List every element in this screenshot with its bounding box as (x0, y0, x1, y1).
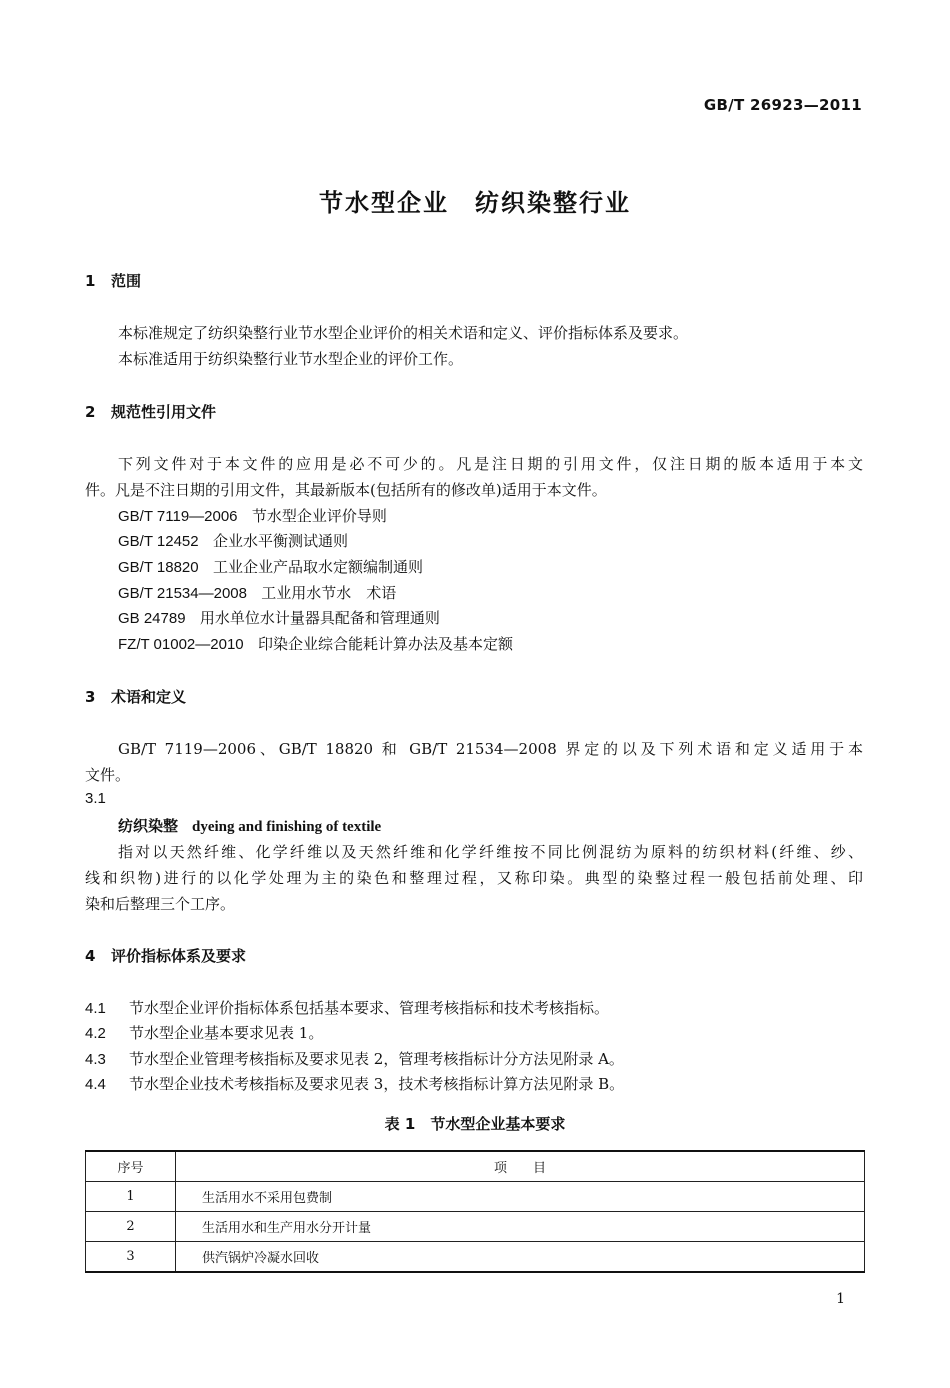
reference-name: 企业水平衡测试通则 (212, 532, 348, 550)
row-item: 供汽锅炉冷凝水回收 (176, 1242, 865, 1273)
section-2-heading (85, 401, 216, 422)
terms-intro-line-2: 文件。 (85, 766, 131, 784)
reference-code: GB 24789 (118, 610, 186, 627)
header-item: 项 目 (176, 1151, 865, 1182)
scope-paragraph-1: 本标准规定了纺织染整行业节水型企业评价的相关术语和定义、评价指标体系及要求。 (118, 324, 689, 342)
clause-text: 节水型企业基本要求见表 1。 (129, 1024, 324, 1042)
clause-4-4 (85, 1073, 624, 1094)
reference-code: GB/T 21534—2008 (118, 585, 247, 602)
row-number: 2 (86, 1212, 176, 1242)
reference-item (118, 633, 513, 654)
reference-code: GB/T 12452 (118, 533, 199, 550)
section-title: 评价指标体系及要求 (111, 947, 247, 965)
clause-text: 节水型企业技术考核指标及要求见表 3，技术考核指标计算方法见附录 B。 (129, 1075, 625, 1093)
table-1-caption: 表 1 节水型企业基本要求 (384, 1115, 566, 1133)
clause-number: 4.4 (85, 1076, 106, 1093)
term-english: dyeing and finishing of textile (192, 819, 382, 835)
refs-intro-line-1: 下列文件对于本文件的应用是必不可少的。凡是注日期的引用文件，仅注日期的版本适用于本文 (118, 455, 863, 473)
clause-4-2 (85, 1022, 323, 1043)
term-definition-line-2: 线和织物)进行的以化学处理为主的染色和整理过程，又称印染。典型的染整过程一般包括前处理、印 (85, 869, 863, 887)
scope-paragraph-2: 本标准适用于纺织染整行业节水型企业的评价工作。 (118, 350, 464, 368)
term-definition-line-1: 指对以天然纤维、化学纤维以及天然纤维和化学纤维按不同比例混纺为原料的纺织材料(纤维、纱、 (118, 843, 863, 861)
row-number: 3 (86, 1242, 176, 1273)
section-3-heading (85, 686, 186, 707)
reference-name: 工业用水节水 术语 (261, 584, 397, 602)
standard-code: GB/T 26923—2011 (703, 96, 862, 114)
page-number: 1 (836, 1291, 845, 1307)
reference-code: GB/T 7119—2006 (118, 508, 238, 525)
reference-name: 印染企业综合能耗计算办法及基本定额 (257, 635, 513, 653)
row-number: 1 (86, 1182, 176, 1212)
table-header-row (86, 1151, 865, 1182)
clause-number: 4.2 (85, 1025, 106, 1042)
section-title: 术语和定义 (111, 688, 187, 706)
reference-name: 用水单位水计量器具配备和管理通则 (199, 609, 440, 627)
clause-4-1 (85, 997, 609, 1018)
section-number: 2 (85, 403, 96, 421)
row-item: 生活用水和生产用水分开计量 (176, 1212, 865, 1242)
term-number: 3.1 (85, 790, 106, 807)
table-row (86, 1242, 865, 1273)
table-row (86, 1212, 865, 1242)
basic-requirements-table (85, 1150, 865, 1273)
reference-item (118, 505, 387, 526)
clause-text: 节水型企业管理考核指标及要求见表 2，管理考核指标计分方法见附录 A。 (129, 1050, 624, 1068)
section-number: 1 (85, 272, 96, 290)
reference-name: 节水型企业评价导则 (251, 507, 387, 525)
section-4-heading (85, 945, 246, 966)
refs-intro-line-2: 件。凡是不注日期的引用文件，其最新版本(包括所有的修改单)适用于本文件。 (85, 481, 607, 499)
reference-item (118, 556, 423, 577)
term-chinese: 纺织染整 (118, 817, 179, 835)
clause-number: 4.1 (85, 1000, 106, 1017)
clause-4-3 (85, 1048, 624, 1069)
reference-name: 工业企业产品取水定额编制通则 (212, 558, 423, 576)
section-title: 范围 (111, 272, 142, 290)
terms-intro-line-1: GB/T 7119—2006、GB/T 18820 和 GB/T 21534—2008 界定的以及下列术语和定义适用于本 (118, 740, 863, 758)
row-item: 生活用水不采用包费制 (176, 1182, 865, 1212)
header-serial-number: 序号 (86, 1151, 176, 1182)
term-entry (118, 815, 381, 836)
table-row (86, 1182, 865, 1212)
clause-number: 4.3 (85, 1051, 106, 1068)
section-number: 3 (85, 688, 96, 706)
clause-text: 节水型企业评价指标体系包括基本要求、管理考核指标和技术考核指标。 (129, 999, 610, 1017)
section-title: 规范性引用文件 (111, 403, 217, 421)
reference-item (118, 582, 396, 603)
term-definition-line-3: 染和后整理三个工序。 (85, 895, 236, 913)
section-1-heading (85, 270, 141, 291)
reference-code: FZ/T 01002—2010 (118, 636, 244, 653)
reference-item (118, 530, 348, 551)
section-number: 4 (85, 947, 96, 965)
reference-item (118, 607, 440, 628)
document-title: 节水型企业 纺织染整行业 (319, 189, 631, 217)
reference-code: GB/T 18820 (118, 559, 199, 576)
